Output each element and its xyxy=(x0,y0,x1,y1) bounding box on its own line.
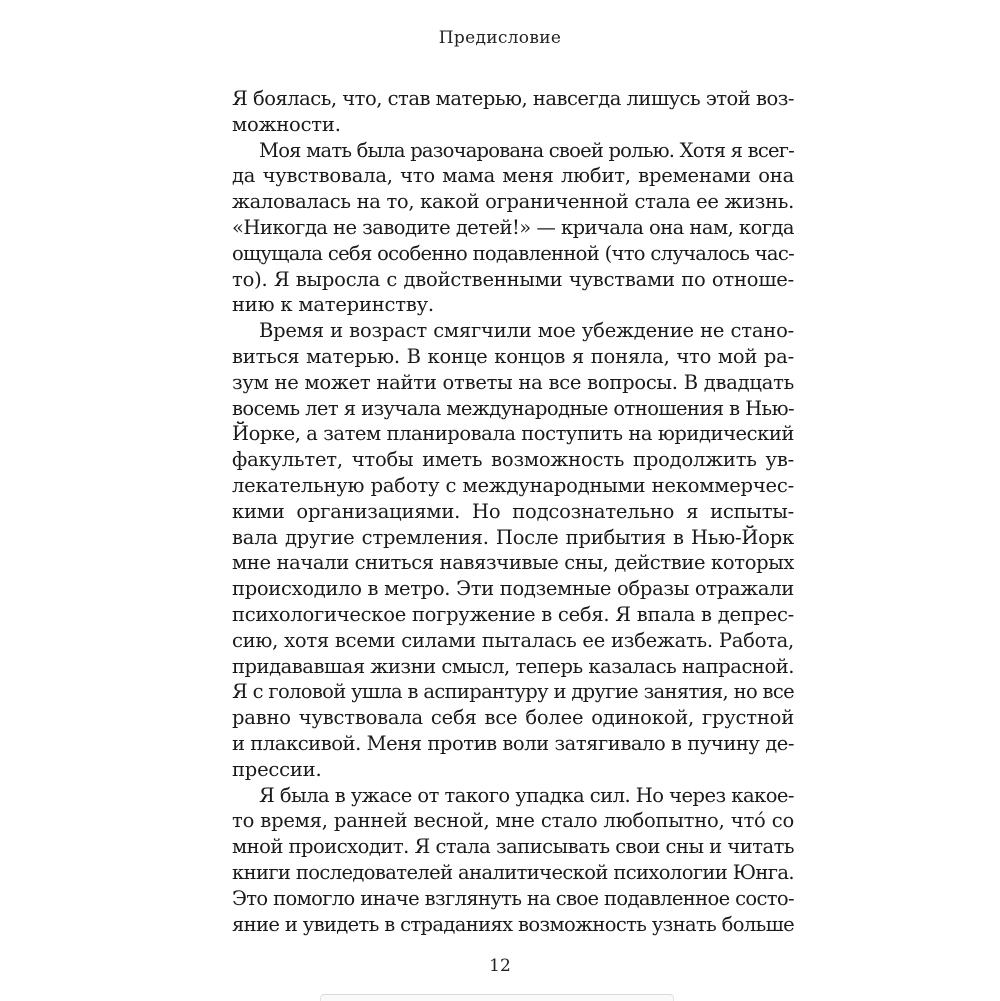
text-line: лекательную работу с международными некоммерчес- xyxy=(232,473,794,497)
page-number: 12 xyxy=(489,956,511,976)
text-line: равно чувствовала себя все более одинокой, грустной xyxy=(232,706,794,730)
text-line: книги последователей аналитической психологии Юнга. xyxy=(232,860,794,884)
text-line: то время, ранней весной, мне стало любопытно, что́ со xyxy=(232,809,794,833)
text-line: Я боялась, что, став матерью, навсегда лишусь этой воз- xyxy=(232,87,794,110)
text-line: Йорке, а затем планировала поступить на юридический xyxy=(232,422,794,446)
text-line: Я была в ужасе от такого упадка сил. Но через какое- xyxy=(259,783,794,807)
text-line: виться матерью. В конце концов я поняла, что мой ра- xyxy=(232,344,794,368)
text-line: то). Я выросла с двойственными чувствами по отноше- xyxy=(232,267,794,291)
text-line: происходило в метро. Эти подземные образы отражали xyxy=(232,577,794,601)
text-line: зум не может найти ответы на все вопросы. В двадцать xyxy=(232,370,794,394)
running-header: Предисловие xyxy=(438,28,562,48)
text-line: вала другие стремления. После прибытия в Нью-Йорк xyxy=(232,525,794,549)
text-line: факультет, чтобы иметь возможность продолжить ув- xyxy=(232,448,794,472)
text-line: сию, хотя всеми силами пыталась ее избежать. Работа, xyxy=(232,628,794,652)
text-line: яние и увидеть в страданиях возможность узнать больше xyxy=(232,912,794,936)
text-line: Моя мать была разочарована своей ролью. Хотя я всег- xyxy=(259,138,794,162)
text-line: нию к материнству. xyxy=(232,293,434,317)
text-line: жаловалась на то, какой ограниченной стала ее жизнь. xyxy=(232,190,794,214)
text-line: можности. xyxy=(232,112,341,136)
text-line: Это помогло иначе взглянуть на свое подавленное состо- xyxy=(232,886,794,910)
text-line: психологическое погружение в себя. Я впала в депрес- xyxy=(232,602,794,626)
text-line: ощущала себя особенно подавленной (что случалось час- xyxy=(232,241,794,265)
text-line: мной происходит. Я стала записывать свои сны и читать xyxy=(232,835,794,859)
text-line: «Никогда не заводите детей!» — кричала она нам, когда xyxy=(232,215,794,239)
text-line: придававшая жизни смысл, теперь казалась напрасной. xyxy=(232,654,794,678)
text-line: Я с головой ушла в аспирантуру и другие занятия, но все xyxy=(232,680,794,704)
text-line: и плаксивой. Меня против воли затягивало в пучину де- xyxy=(232,731,794,755)
text-line: кими организациями. Но подсознательно я испыты- xyxy=(232,499,794,523)
body-text xyxy=(232,86,794,937)
text-line: восемь лет я изучала международные отношения в Нью- xyxy=(232,396,794,420)
text-line: прессии. xyxy=(232,757,322,781)
text-line: Время и возраст смягчили мое убеждение не стано- xyxy=(259,319,794,343)
text-line: мне начали сниться навязчивые сны, действие которых xyxy=(232,551,794,575)
text-line: да чувствовала, что мама меня любит, временами она xyxy=(232,164,794,188)
